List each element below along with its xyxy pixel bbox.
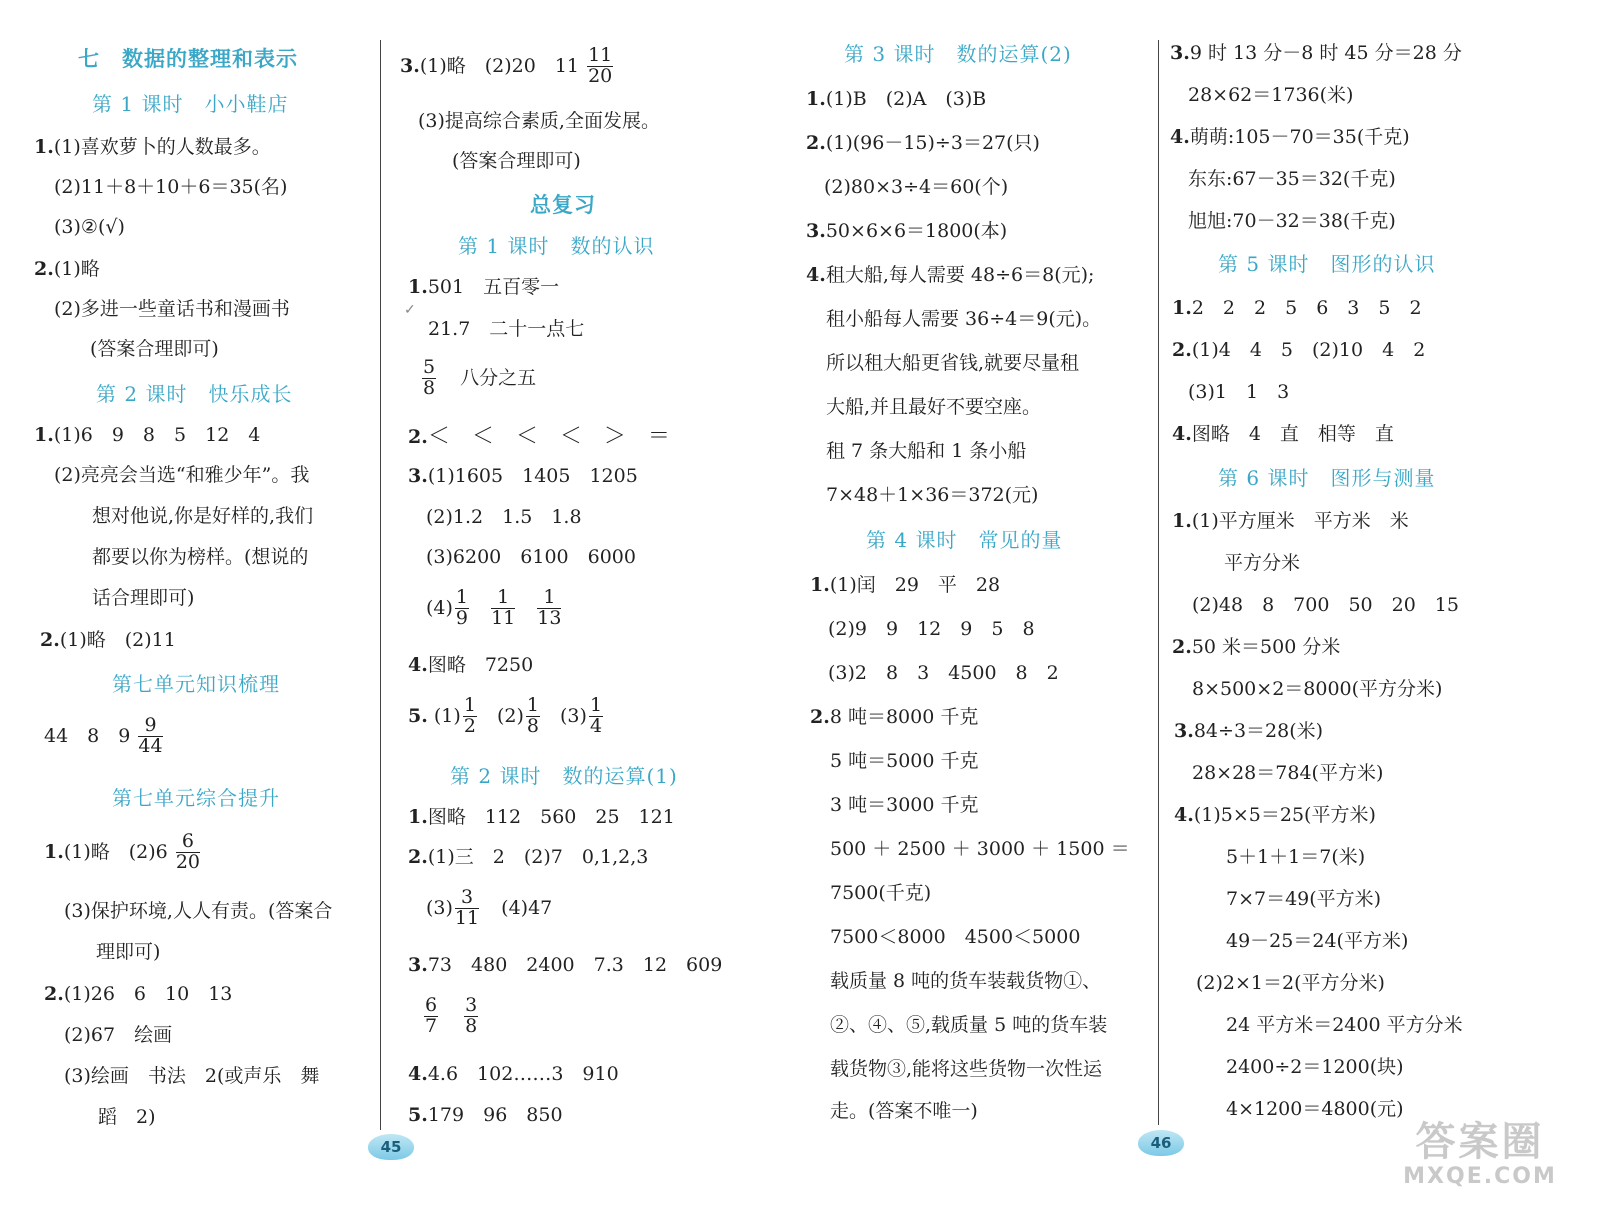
lesson-title: 第 2 课时 数的运算(1) (450, 764, 678, 788)
answer-line: 1.(1)略 (2)6 $\frac{6}{20}$ (44, 830, 200, 873)
fraction: $\frac{6}{20}$ (175, 830, 200, 873)
answer-line: 1.501 五百零一 (408, 276, 560, 298)
lesson-title: 第 6 课时 图形与测量 (1218, 466, 1436, 490)
answer-line: 4×1200＝4800(元) (1226, 1098, 1404, 1120)
answer-line: 3 吨＝3000 千克 (830, 794, 979, 816)
lesson-title: 第 1 课时 小小鞋店 (92, 92, 289, 116)
answer-line: (3) $\frac{3}{11}$ (4)47 (426, 886, 553, 929)
answer-line: 载货物③,能将这些货物一次性运 (830, 1058, 1103, 1080)
answer-line: 1.(1)闰 29 平 28 (810, 574, 1001, 596)
watermark-text: 答案圈 (1415, 1119, 1545, 1165)
answer-line: (2)多进一些童话书和漫画书 (54, 298, 290, 320)
answer-line: 2.(1)略 (2)11 (40, 629, 176, 651)
answer-line: 49－25＝24(平方米) (1226, 930, 1409, 952)
answer-line: 租 7 条大船和 1 条小船 (826, 440, 1027, 462)
answer-line: (3)提高综合素质,全面发展。 (418, 110, 660, 132)
fraction: $\frac{1}{8}$ (526, 694, 539, 737)
fraction: $\frac{6}{7}$ (425, 994, 438, 1037)
answer-line: 3.9 时 13 分－8 时 45 分＝28 分 (1170, 42, 1462, 64)
left-page (0, 0, 790, 1210)
lesson-title: 第 5 课时 图形的认识 (1218, 252, 1436, 276)
column-divider (380, 40, 381, 1130)
answer-line: (4) $\frac{1}{9}$ $\frac{1}{11}$ $\frac{1}{13}$ (426, 586, 562, 629)
answer-line: 2.(1)(96－15)÷3＝27(只) (806, 132, 1040, 154)
fraction: $\frac{1}{13}$ (537, 586, 562, 629)
answer-line: 所以租大船更省钱,就要尽量租 (826, 352, 1080, 374)
answer-line: 4.萌萌:105－70＝35(千克) (1170, 126, 1410, 148)
answer-line: (3)保护环境,人人有责。(答案合 (64, 900, 333, 922)
answer-line: 4.图略 7250 (408, 654, 534, 676)
answer-line (422, 996, 480, 1037)
unit-title: 七 数据的整理和表示 (78, 46, 298, 71)
answer-line: 8×500×2＝8000(平方分米) (1192, 678, 1443, 700)
answer-line: 1.(1)喜欢萝卜的人数最多。 (34, 136, 271, 158)
answer-line: 大船,并且最好不要空座。 (826, 396, 1042, 418)
answer-line: 1.(1)平方厘米 平方米 米 (1172, 510, 1409, 532)
answer-line: 2.＜ ＜ ＜ ＜ ＞ ＝ (408, 424, 670, 449)
answer-line: 5＋1＋1＝7(米) (1226, 846, 1366, 868)
answer-line: 2.(1)4 4 5 (2)10 4 2 (1172, 339, 1426, 361)
answer-line: 走。(答案不唯一) (830, 1100, 978, 1122)
answer-line: 5.179 96 850 (408, 1104, 563, 1126)
answer-line: (2)67 绘画 (64, 1024, 173, 1046)
right-page (790, 0, 1600, 1210)
lesson-title: 第 1 课时 数的认识 (458, 234, 655, 258)
lesson-title: 第 4 课时 常见的量 (866, 528, 1063, 552)
column-divider (1158, 40, 1159, 1125)
section-title: 第七单元知识梳理 (112, 672, 280, 696)
answer-line: 都要以你为榜样。(想说的 (92, 546, 309, 568)
answer-line: 7500(千克) (830, 882, 932, 904)
answer-line: 7×48＋1×36＝372(元) (826, 484, 1039, 506)
answer-line: 21.7 二十一点七 (428, 318, 585, 340)
answer-line: 2.8 吨＝8000 千克 (810, 706, 979, 728)
answer-line: 1.2 2 2 5 6 3 5 2 (1172, 297, 1422, 319)
answer-line: 想对他说,你是好样的,我们 (92, 505, 314, 527)
answer-line: 话合理即可) (92, 587, 195, 609)
fraction: $\frac{3}{11}$ (454, 886, 480, 929)
answer-line: 4.4.6 102……3 910 (408, 1063, 619, 1085)
answer-line: $\frac{5}{8}$ 八分之五 (423, 356, 537, 399)
answer-line: 4.图略 4 直 相等 直 (1172, 423, 1394, 445)
column-4 (1168, 0, 1593, 1210)
answer-line: 3.(1)略 (2)20 11 $\frac{11}{20}$ (400, 44, 613, 87)
answer-line: 24 平方米＝2400 平方分米 (1226, 1014, 1463, 1036)
answer-line: 载质量 8 吨的货车装载货物①、 (830, 970, 1102, 992)
answer-line: 蹈 2) (98, 1106, 156, 1128)
answer-line: 3.84÷3＝28(米) (1174, 720, 1324, 742)
fraction: $\frac{1}{4}$ (589, 694, 603, 737)
answer-line: (答案合理即可) (90, 338, 219, 360)
section-title: 第七单元综合提升 (112, 786, 280, 810)
answer-line: 2.50 米＝500 分米 (1172, 636, 1341, 658)
answer-line: (2)1.2 1.5 1.8 (426, 506, 582, 528)
answer-line: 2.(1)26 6 10 13 (44, 983, 233, 1005)
fraction: $\frac{1}{2}$ (463, 694, 476, 737)
answer-line: 理即可) (96, 941, 161, 963)
answer-line: (3)1 1 3 (1188, 381, 1290, 403)
column-3 (790, 0, 1155, 1210)
answer-line: (3)6200 6100 6000 (426, 546, 636, 568)
watermark-logo (1380, 1120, 1580, 1200)
lesson-title: 第 2 课时 快乐成长 (96, 382, 293, 406)
answer-line: 3.73 480 2400 7.3 12 609 (408, 954, 723, 976)
answer-line: 28×62＝1736(米) (1188, 84, 1354, 106)
answer-line: (2)48 8 700 50 20 15 (1192, 594, 1459, 616)
answer-line: 28×28＝784(平方米) (1192, 762, 1384, 784)
handwritten-mark: ✓ (404, 302, 416, 318)
answer-line: 旭旭:70－32＝38(千克) (1188, 210, 1396, 232)
column-1 (0, 0, 375, 1210)
fraction: $\frac{1}{9}$ (455, 586, 469, 629)
answer-line: 1.图略 112 560 25 121 (408, 806, 675, 828)
fraction: $\frac{1}{11}$ (491, 586, 516, 629)
answer-line: 2.(1)三 2 (2)7 0,1,2,3 (408, 846, 649, 868)
answer-line: 3.50×6×6＝1800(本) (806, 220, 1008, 242)
answer-line: 2400÷2＝1200(块) (1226, 1056, 1404, 1078)
answer-line: (答案合理即可) (452, 150, 581, 172)
answer-line: 平方分米 (1224, 552, 1301, 574)
answer-line: ②、④、⑤,载质量 5 吨的货车装 (830, 1014, 1108, 1036)
answer-line: (2)11＋8＋10＋6＝35(名) (54, 176, 288, 198)
page-number: 45 (368, 1134, 414, 1160)
column-2 (392, 0, 787, 1210)
answer-line: (3)绘画 书法 2(或声乐 舞 (64, 1065, 320, 1087)
answer-line: 4.租大船,每人需要 48÷6＝8(元); (806, 264, 1095, 286)
answer-line: 租小船每人需要 36÷4＝9(元)。 (826, 308, 1102, 330)
answer-line: 4.(1)5×5＝25(平方米) (1174, 804, 1376, 826)
answer-line: 1.(1)B (2)A (3)B (806, 88, 987, 110)
answer-line: 44 8 9 $\frac{9}{44}$ (44, 714, 163, 757)
answer-line: (2)亮亮会当选“和雅少年”。我 (54, 464, 310, 486)
answer-line: 5. (1) $\frac{1}{2}$ (2) $\frac{1}{8}$ (3) $\frac{1}{4}$ (408, 694, 603, 737)
answer-line: 5 吨＝5000 千克 (830, 750, 979, 772)
answer-line: (3)2 8 3 4500 8 2 (828, 662, 1059, 684)
answer-line: 东东:67－35＝32(千克) (1188, 168, 1396, 190)
answer-line: 2.(1)略 (34, 258, 100, 280)
lesson-title: 第 3 课时 数的运算(2) (844, 42, 1072, 66)
answer-line: 3.(1)1605 1405 1205 (408, 465, 638, 487)
fraction: $\frac{11}{20}$ (588, 44, 613, 87)
watermark-url: MXQE.COM (1403, 1164, 1557, 1189)
fraction: $\frac{3}{8}$ (465, 994, 478, 1037)
answer-line: (3)②(√) (54, 216, 125, 238)
answer-line: 7×7＝49(平方米) (1226, 888, 1382, 910)
section-title: 总复习 (530, 192, 596, 217)
answer-line: 1.(1)6 9 8 5 12 4 (34, 424, 261, 446)
fraction: $\frac{5}{8}$ (423, 356, 436, 399)
answer-line: (2)80×3÷4＝60(个) (824, 176, 1009, 198)
answer-line: (2)9 9 12 9 5 8 (828, 618, 1035, 640)
fraction: $\frac{9}{44}$ (138, 714, 163, 757)
answer-line: (2)2×1＝2(平方分米) (1196, 972, 1385, 994)
answer-line: 500 ＋ 2500 ＋ 3000 ＋ 1500 ＝ (830, 838, 1130, 860)
page-number: 46 (1138, 1130, 1184, 1156)
answer-line: 7500＜8000 4500＜5000 (830, 926, 1081, 948)
